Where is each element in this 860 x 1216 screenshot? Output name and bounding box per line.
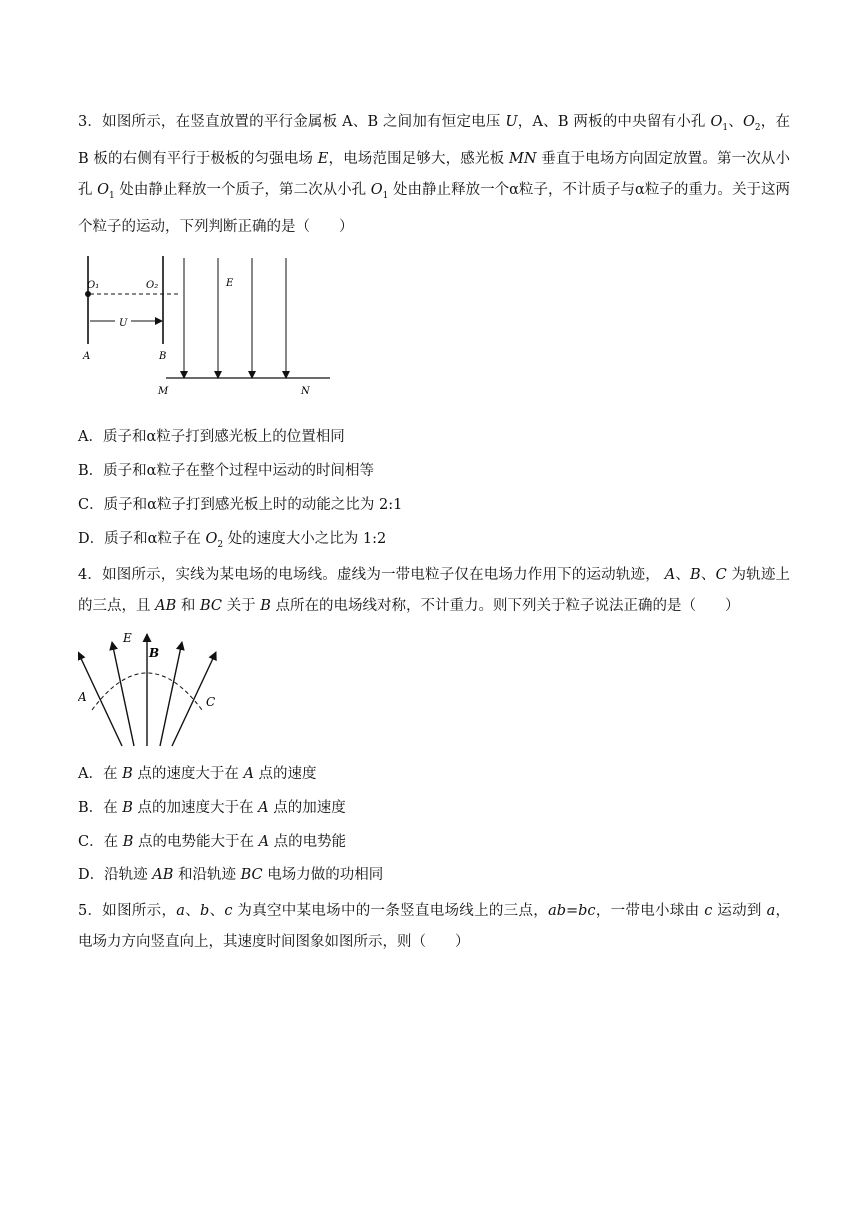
q4-option-a: A．在 B 点的速度大于在 A 点的速度 xyxy=(78,766,317,782)
label-n: N xyxy=(301,386,310,397)
figure-parallel-plates xyxy=(78,252,338,398)
label-u: U xyxy=(119,318,128,329)
q4-option-b: B．在 B 点的加速度大于在 A 点的加速度 xyxy=(78,800,346,816)
label-a: A xyxy=(83,351,91,362)
label-m: M xyxy=(158,386,169,397)
q3-option-b: B．质子和α粒子在整个过程中运动的时间相等 xyxy=(78,463,374,479)
q3-option-c: C．质子和α粒子打到感光板上时的动能之比为 2:1 xyxy=(78,497,403,513)
q4-option-d: D．沿轨迹 AB 和沿轨迹 BC 电场力做的功相同 xyxy=(78,867,384,883)
q3-option-d: D．质子和α粒子在 $O_2$ 处的速度大小之比为 1:2 xyxy=(78,531,387,550)
q4-option-c: C．在 B 点的电势能大于在 A 点的电势能 xyxy=(78,834,347,850)
label-b: B xyxy=(159,351,167,362)
question-3-stem: 3．如图所示，在竖直放置的平行金属板 A、B 之间加有恒定电压 U，A、B 两板的中央留有小孔 $O_1$、$O_2$，在 B 板的右侧有平行于极板的匀强电场 E，电场范围足够大，感光板 MN 垂直于电场方向固定放置。第一次从小孔 $O_1$ 处由静止释放一个质子，第二次从小孔 $O_1$ 处由静止释放一个α粒子，不计质子与α粒子的重力。关于这两个粒子的运动，下列判断正确的是（ ） xyxy=(78,114,791,235)
figure-field-lines xyxy=(78,628,228,750)
label-e: E xyxy=(226,278,234,289)
label-e: E xyxy=(123,631,132,645)
question-4-stem: 4．如图所示，实线为某电场的电场线。虚线为一带电粒子仅在电场力作用下的运动轨迹， A、B、C 为轨迹上的三点，且 AB 和 BC 关于 B 点所在的电场线对称，不计重力。则下列关于粒子说法正确的是（ ） xyxy=(78,567,791,614)
q3-option-a: A．质子和α粒子打到感光板上的位置相同 xyxy=(78,429,345,445)
label-a: A xyxy=(78,690,87,704)
label-o2: O₂ xyxy=(146,280,159,291)
label-b: B xyxy=(149,646,160,660)
question-5-stem: 5．如图所示，a、b、c 为真空中某电场中的一条竖直电场线上的三点，ab=bc，一带电小球由 c 运动到 a，电场力方向竖直向上，其速度时间图象如图所示，则（ ） xyxy=(78,903,791,950)
label-o1: O₁ xyxy=(87,280,100,291)
label-c: C xyxy=(206,695,216,709)
